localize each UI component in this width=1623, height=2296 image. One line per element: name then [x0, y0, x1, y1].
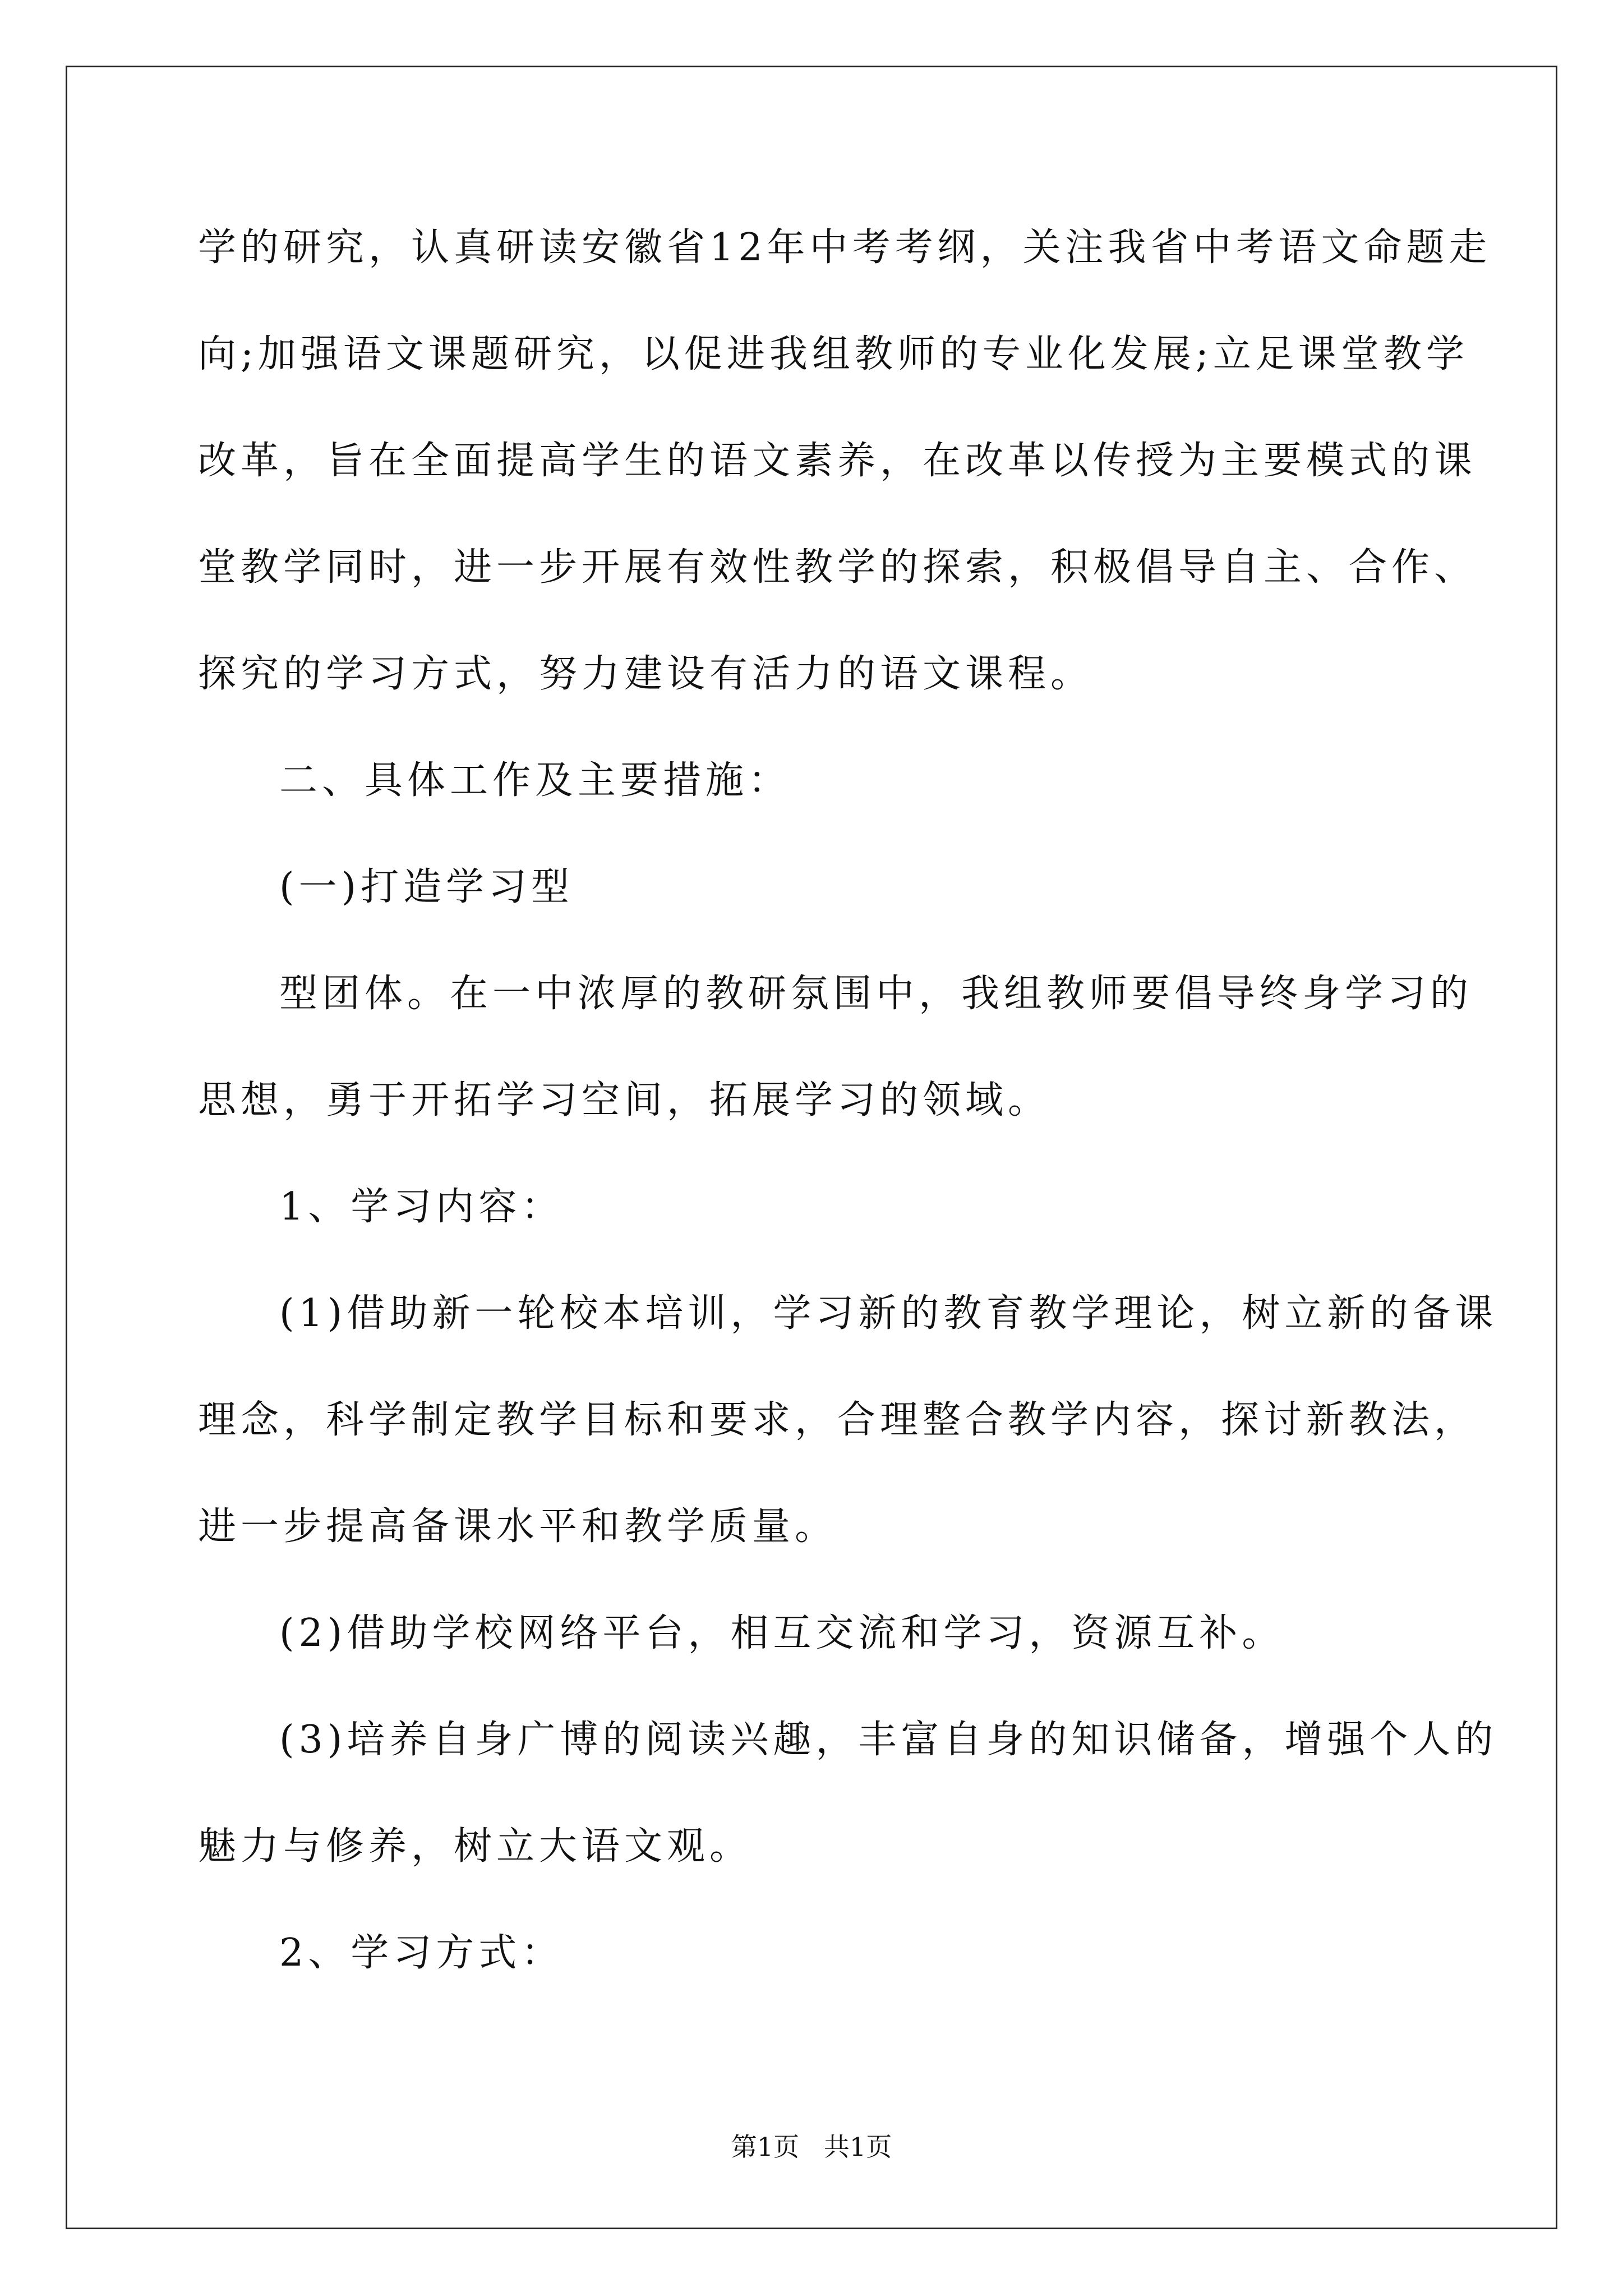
page-number-footer: 第1页 共1页 — [731, 2132, 892, 2162]
page-border — [66, 66, 1557, 2229]
subsection-heading: (一)打造学习型 — [279, 865, 574, 909]
body-text-line: 探究的学习方式，努力建设有活力的语文课程。 — [198, 652, 1094, 696]
list-heading: 2、学习方式： — [279, 1931, 564, 1975]
body-text-line: 进一步提高备课水平和教学质量。 — [198, 1504, 838, 1549]
body-text-line: 改革，旨在全面提高学生的语文素养，在改革以传授为主要模式的课 — [198, 439, 1477, 483]
list-item: (1)借助新一轮校本培训，学习新的教育教学理论，树立新的备课 — [279, 1291, 1498, 1336]
body-text-line: 思想，勇于开拓学习空间，拓展学习的领域。 — [198, 1078, 1051, 1122]
body-text-line: 型团体。在一中浓厚的教研氛围中，我组教师要倡导终身学习的 — [279, 972, 1473, 1016]
body-text-line: 学的研究，认真研读安徽省12年中考考纲，关注我省中考语文命题走 — [198, 226, 1492, 270]
body-text-line: 理念，科学制定教学目标和要求，合理整合教学内容，探讨新教法， — [198, 1398, 1477, 1442]
list-item: (2)借助学校网络平台，相互交流和学习，资源互补。 — [279, 1611, 1285, 1655]
list-item: (3)培养自身广博的阅读兴趣，丰富自身的知识储备，增强个人的 — [279, 1718, 1498, 1762]
body-text-line: 魅力与修养，树立大语文观。 — [198, 1824, 753, 1869]
body-text-line: 堂教学同时，进一步开展有效性教学的探索，积极倡导自主、合作、 — [198, 545, 1477, 590]
list-heading: 1、学习内容： — [279, 1185, 564, 1229]
section-heading: 二、具体工作及主要措施： — [279, 758, 791, 803]
body-text-line: 向;加强语文课题研究，以促进我组教师的专业化发展;立足课堂教学 — [198, 332, 1469, 376]
